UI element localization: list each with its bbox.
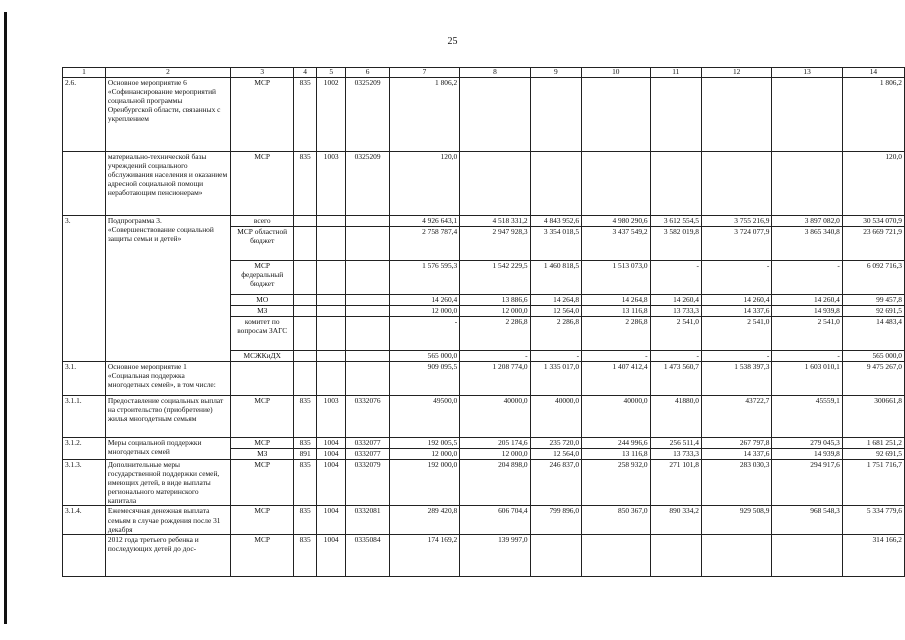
funding-source-cell (231, 362, 294, 396)
funding-source-cell: МСР федеральный бюджет (231, 261, 294, 295)
value-cell (460, 152, 530, 216)
value-cell: 1004 (316, 506, 345, 534)
value-cell (701, 534, 771, 576)
value-cell: 1 806,2 (842, 78, 904, 152)
col-header: 14 (842, 68, 904, 78)
value-cell: - (772, 261, 842, 295)
col-header: 12 (701, 68, 771, 78)
value-cell (650, 152, 701, 216)
row-title: Основное мероприятие 6 «Софинансирование мероприятий социальной программы Оренбургской области, связанных с укреплением (105, 78, 230, 152)
table-row (63, 78, 905, 152)
funding-source-cell: МСР (231, 438, 294, 449)
funding-source-cell: всего (231, 216, 294, 227)
funding-source-cell: МО (231, 295, 294, 306)
value-cell: - (530, 351, 581, 362)
value-cell: 92 691,5 (842, 306, 904, 317)
value-cell: 3 755 216,9 (701, 216, 771, 227)
table-row (63, 216, 905, 227)
value-cell: 0332076 (346, 396, 389, 438)
value-cell: 3 437 549,2 (582, 227, 651, 261)
row-number: 2.6. (63, 78, 106, 152)
value-cell (294, 227, 317, 261)
value-cell: 4 518 331,2 (460, 216, 530, 227)
value-cell (294, 317, 317, 351)
value-cell: 799 896,0 (530, 506, 581, 534)
value-cell: 1002 (316, 78, 345, 152)
value-cell: 12 000,0 (460, 449, 530, 460)
funding-source-cell: МСР (231, 460, 294, 506)
value-cell (772, 78, 842, 152)
value-cell: 0325209 (346, 78, 389, 152)
row-title: Основное мероприятие 1 «Социальная поддержка многодетных семей», в том числе: (105, 362, 230, 396)
value-cell: 258 932,0 (582, 460, 651, 506)
value-cell (701, 152, 771, 216)
value-cell (582, 78, 651, 152)
value-cell (346, 317, 389, 351)
value-cell: 40000,0 (582, 396, 651, 438)
value-cell: 5 334 779,6 (842, 506, 904, 534)
value-cell: 1 751 716,7 (842, 460, 904, 506)
funding-source-cell: МЗ (231, 306, 294, 317)
value-cell: 13 116,8 (582, 449, 651, 460)
value-cell: 1003 (316, 152, 345, 216)
funding-source-cell: МСР (231, 534, 294, 576)
col-header: 6 (346, 68, 389, 78)
row-number: 3.1.1. (63, 396, 106, 438)
funding-source-cell: МСР (231, 78, 294, 152)
value-cell: 2 286,8 (460, 317, 530, 351)
value-cell: 0335084 (346, 534, 389, 576)
row-title: Предоставление социальных выплат на строительство (приобретение) жилья многодетным семьям (105, 396, 230, 438)
value-cell: 835 (294, 438, 317, 449)
value-cell: 92 691,5 (842, 449, 904, 460)
value-cell: 0332077 (346, 449, 389, 460)
value-cell (316, 362, 345, 396)
row-number: 3.1.2. (63, 438, 106, 460)
value-cell: 279 045,3 (772, 438, 842, 449)
value-cell: 2 947 928,3 (460, 227, 530, 261)
page-number: 25 (447, 36, 458, 47)
value-cell: 0332079 (346, 460, 389, 506)
value-cell: 1004 (316, 438, 345, 449)
value-cell: 3 724 077,9 (701, 227, 771, 261)
value-cell: 1003 (316, 396, 345, 438)
value-cell: 2 286,8 (582, 317, 651, 351)
value-cell: - (701, 261, 771, 295)
value-cell: 205 174,6 (460, 438, 530, 449)
row-title: материально-технической базы учреждений социального обслуживания населения и оказанием адресной социальной помощи неработающим пенсионерам» (105, 152, 230, 216)
value-cell (460, 78, 530, 152)
col-header: 13 (772, 68, 842, 78)
value-cell (346, 351, 389, 362)
value-cell: 835 (294, 152, 317, 216)
value-cell: 929 508,9 (701, 506, 771, 534)
value-cell: 40000,0 (530, 396, 581, 438)
value-cell (346, 295, 389, 306)
value-cell: 14 939,8 (772, 306, 842, 317)
value-cell: - (772, 351, 842, 362)
value-cell: 0332081 (346, 506, 389, 534)
col-header: 10 (582, 68, 651, 78)
value-cell (530, 78, 581, 152)
value-cell: 300661,8 (842, 396, 904, 438)
value-cell: 14 483,4 (842, 317, 904, 351)
funding-source-cell: МСР (231, 506, 294, 534)
value-cell: 14 260,4 (650, 295, 701, 306)
table-row (63, 534, 905, 576)
value-cell: 3 582 019,8 (650, 227, 701, 261)
value-cell (530, 152, 581, 216)
value-cell: - (701, 351, 771, 362)
value-cell: 835 (294, 506, 317, 534)
value-cell: 14 939,8 (772, 449, 842, 460)
value-cell: 1 513 073,0 (582, 261, 651, 295)
value-cell: 139 997,0 (460, 534, 530, 576)
value-cell: 909 095,5 (389, 362, 459, 396)
value-cell (316, 351, 345, 362)
table-row (63, 152, 905, 216)
col-header: 1 (63, 68, 106, 78)
value-cell: 1 681 251,2 (842, 438, 904, 449)
page-edge-bar (4, 12, 7, 624)
col-header: 7 (389, 68, 459, 78)
row-number: 3.1.3. (63, 460, 106, 506)
row-number (63, 534, 106, 576)
value-cell (294, 362, 317, 396)
value-cell: 14 337,6 (701, 449, 771, 460)
value-cell: 13 733,3 (650, 306, 701, 317)
table-row (63, 506, 905, 534)
value-cell: 565 000,0 (842, 351, 904, 362)
value-cell: 14 260,4 (772, 295, 842, 306)
value-cell: 3 865 340,8 (772, 227, 842, 261)
value-cell (650, 534, 701, 576)
value-cell: 968 548,3 (772, 506, 842, 534)
value-cell: 835 (294, 460, 317, 506)
value-cell (294, 351, 317, 362)
value-cell: 12 000,0 (389, 306, 459, 317)
col-header: 5 (316, 68, 345, 78)
value-cell: 12 564,0 (530, 306, 581, 317)
value-cell (530, 534, 581, 576)
value-cell: 1 576 595,3 (389, 261, 459, 295)
value-cell: 606 704,4 (460, 506, 530, 534)
value-cell: 850 367,0 (582, 506, 651, 534)
value-cell (294, 306, 317, 317)
funding-source-cell: МСР областной бюджет (231, 227, 294, 261)
value-cell: 41880,0 (650, 396, 701, 438)
value-cell (316, 317, 345, 351)
value-cell: 120,0 (842, 152, 904, 216)
value-cell: 0332077 (346, 438, 389, 449)
value-cell: 1 335 017,0 (530, 362, 581, 396)
value-cell: 3 354 018,5 (530, 227, 581, 261)
row-number (63, 152, 106, 216)
value-cell: 43722,7 (701, 396, 771, 438)
value-cell: 244 996,6 (582, 438, 651, 449)
value-cell: 14 264,8 (530, 295, 581, 306)
value-cell: 14 260,4 (701, 295, 771, 306)
value-cell: 1004 (316, 534, 345, 576)
value-cell (346, 306, 389, 317)
value-cell (582, 152, 651, 216)
value-cell (701, 78, 771, 152)
value-cell (316, 227, 345, 261)
budget-table (62, 67, 905, 577)
value-cell (316, 306, 345, 317)
value-cell: 835 (294, 534, 317, 576)
row-number: 3.1. (63, 362, 106, 396)
value-cell: - (650, 261, 701, 295)
value-cell: 14 264,8 (582, 295, 651, 306)
value-cell: 1 806,2 (389, 78, 459, 152)
value-cell: 256 511,4 (650, 438, 701, 449)
funding-source-cell: МЗ (231, 449, 294, 460)
value-cell: 192 005,5 (389, 438, 459, 449)
table-row (63, 438, 905, 449)
value-cell: 13 886,6 (460, 295, 530, 306)
table-row (63, 396, 905, 438)
value-cell: 235 720,0 (530, 438, 581, 449)
table-row (63, 460, 905, 506)
value-cell: 23 669 721,9 (842, 227, 904, 261)
value-cell: - (389, 317, 459, 351)
value-cell: 99 457,8 (842, 295, 904, 306)
row-title: Ежемесячная денежная выплата семьям в случае рождения после 31 декабря (105, 506, 230, 534)
value-cell (316, 261, 345, 295)
value-cell: 13 116,8 (582, 306, 651, 317)
value-cell: 1 603 010,1 (772, 362, 842, 396)
value-cell: 835 (294, 78, 317, 152)
value-cell (346, 216, 389, 227)
value-cell (294, 216, 317, 227)
value-cell: 4 980 290,6 (582, 216, 651, 227)
value-cell (316, 295, 345, 306)
value-cell: 1004 (316, 449, 345, 460)
value-cell: 565 000,0 (389, 351, 459, 362)
row-title: Дополнительные меры государственной поддержки семей, имеющих детей, в виде выплаты регионального материнского капитала (105, 460, 230, 506)
col-header: 3 (231, 68, 294, 78)
value-cell (294, 295, 317, 306)
value-cell: 314 166,2 (842, 534, 904, 576)
value-cell: 174 169,2 (389, 534, 459, 576)
value-cell: 2 286,8 (530, 317, 581, 351)
value-cell: 120,0 (389, 152, 459, 216)
value-cell: 2 758 787,4 (389, 227, 459, 261)
col-header: 11 (650, 68, 701, 78)
value-cell: 30 534 070,9 (842, 216, 904, 227)
value-cell: 4 843 952,6 (530, 216, 581, 227)
value-cell: 14 337,6 (701, 306, 771, 317)
value-cell: 1 473 560,7 (650, 362, 701, 396)
value-cell: 891 (294, 449, 317, 460)
value-cell: 271 101,8 (650, 460, 701, 506)
header-row (63, 68, 905, 78)
value-cell: 246 837,0 (530, 460, 581, 506)
value-cell: 2 541,0 (772, 317, 842, 351)
row-number: 3.1.4. (63, 506, 106, 534)
value-cell (294, 261, 317, 295)
value-cell: 12 000,0 (460, 306, 530, 317)
col-header: 2 (105, 68, 230, 78)
value-cell: 289 420,8 (389, 506, 459, 534)
value-cell: 9 475 267,0 (842, 362, 904, 396)
value-cell: 4 926 643,1 (389, 216, 459, 227)
funding-source-cell: МСР (231, 396, 294, 438)
value-cell: 267 797,8 (701, 438, 771, 449)
value-cell: 1 407 412,4 (582, 362, 651, 396)
funding-source-cell: МСР (231, 152, 294, 216)
value-cell (772, 534, 842, 576)
table-row (63, 362, 905, 396)
row-title: Подпрограмма 3. «Совершенствование социальной защиты семьи и детей» (105, 216, 230, 362)
value-cell: 283 030,3 (701, 460, 771, 506)
value-cell: 890 334,2 (650, 506, 701, 534)
value-cell (650, 78, 701, 152)
value-cell (582, 534, 651, 576)
value-cell: 192 000,0 (389, 460, 459, 506)
col-header: 4 (294, 68, 317, 78)
row-title: 2012 года третьего ребенка и последующих детей до дос- (105, 534, 230, 576)
funding-source-cell: МСЖКиДХ (231, 351, 294, 362)
value-cell: - (460, 351, 530, 362)
value-cell: 1 538 397,3 (701, 362, 771, 396)
value-cell (346, 362, 389, 396)
value-cell: 835 (294, 396, 317, 438)
value-cell: - (582, 351, 651, 362)
value-cell: 49500,0 (389, 396, 459, 438)
value-cell (316, 216, 345, 227)
col-header: 9 (530, 68, 581, 78)
value-cell: 1004 (316, 460, 345, 506)
value-cell: 13 733,3 (650, 449, 701, 460)
value-cell: 3 897 082,0 (772, 216, 842, 227)
value-cell: - (650, 351, 701, 362)
value-cell: 12 000,0 (389, 449, 459, 460)
value-cell: 0325209 (346, 152, 389, 216)
value-cell: 2 541,0 (650, 317, 701, 351)
value-cell: 294 917,6 (772, 460, 842, 506)
value-cell: 1 460 818,5 (530, 261, 581, 295)
value-cell (346, 227, 389, 261)
value-cell: 1 208 774,0 (460, 362, 530, 396)
row-number: 3. (63, 216, 106, 362)
col-header: 8 (460, 68, 530, 78)
value-cell: 1 542 229,5 (460, 261, 530, 295)
value-cell (772, 152, 842, 216)
value-cell: 204 898,0 (460, 460, 530, 506)
funding-source-cell: комитет по вопросам ЗАГС (231, 317, 294, 351)
value-cell: 3 612 554,5 (650, 216, 701, 227)
value-cell: 40000,0 (460, 396, 530, 438)
value-cell: 12 564,0 (530, 449, 581, 460)
value-cell: 6 092 716,3 (842, 261, 904, 295)
row-title: Меры социальной поддержки многодетных семей (105, 438, 230, 460)
value-cell (346, 261, 389, 295)
value-cell: 2 541,0 (701, 317, 771, 351)
value-cell: 45559,1 (772, 396, 842, 438)
value-cell: 14 260,4 (389, 295, 459, 306)
